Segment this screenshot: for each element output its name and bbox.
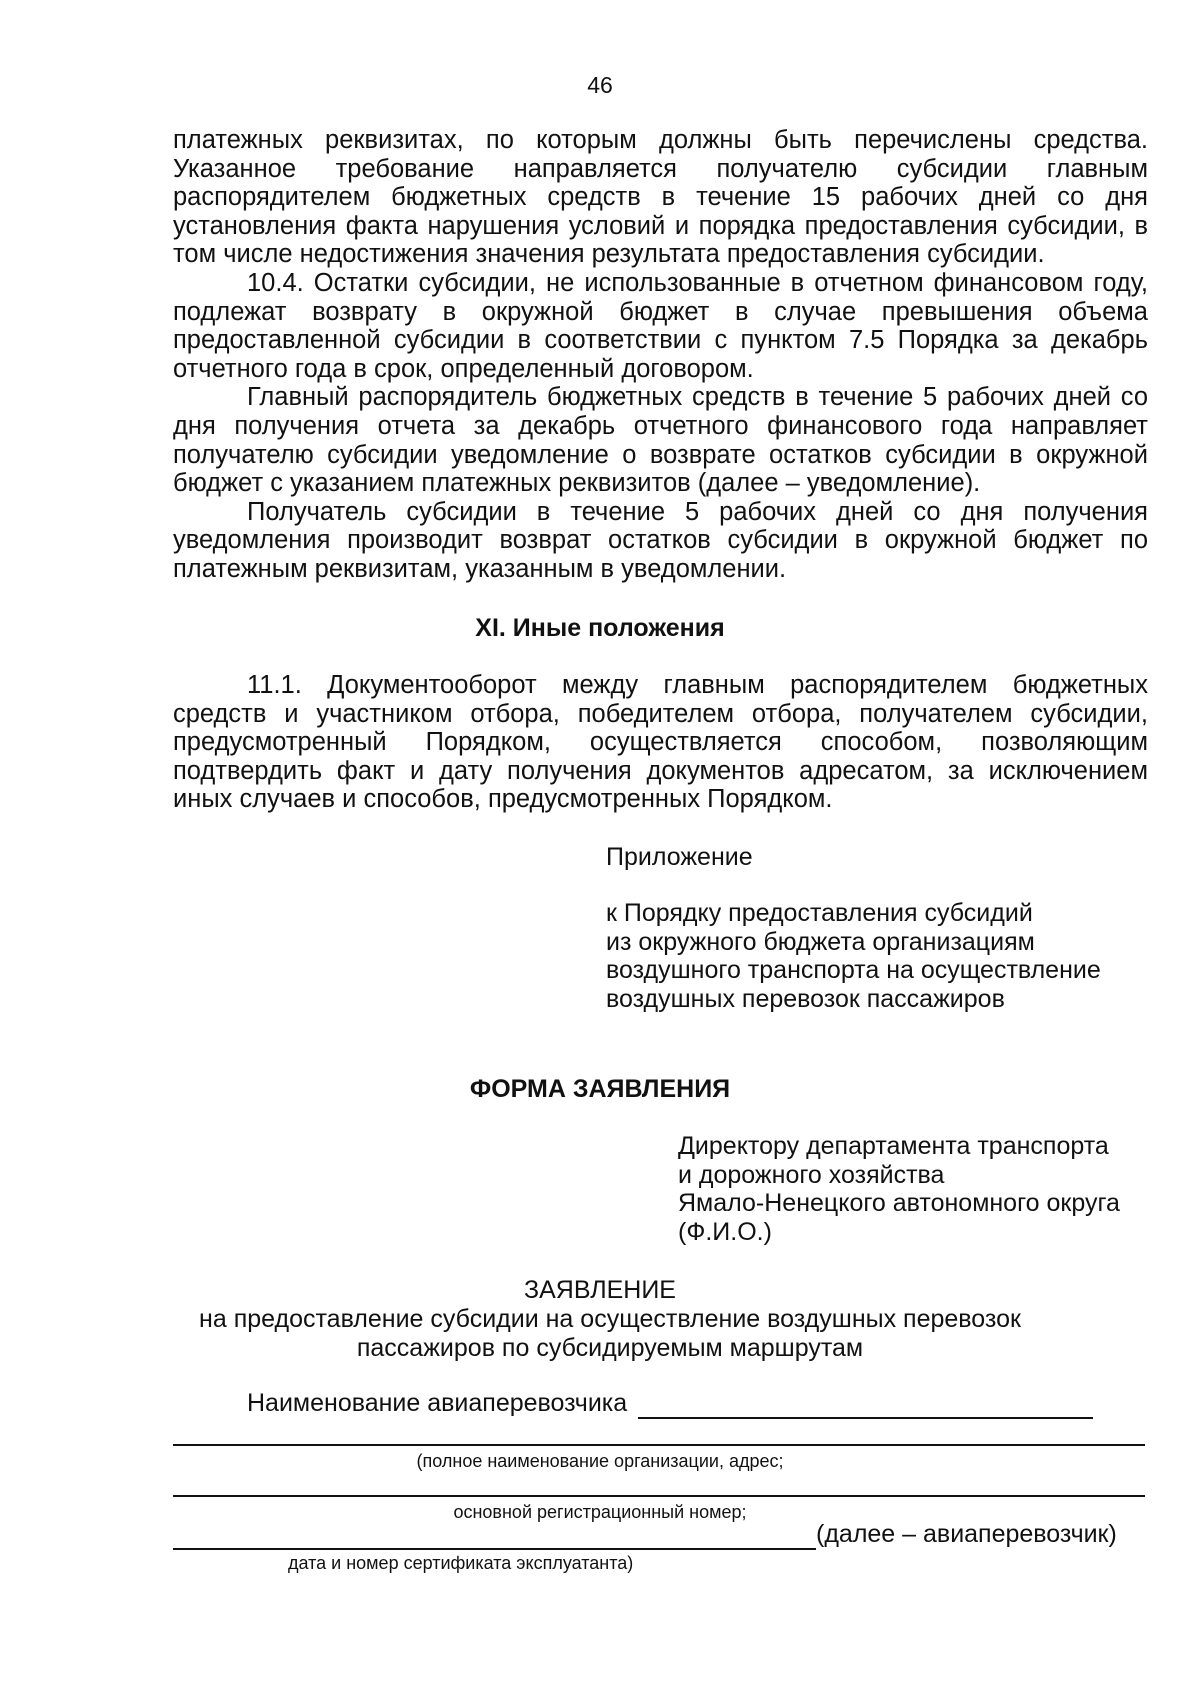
addressee-line: Директору департамента транспорта	[678, 1132, 1109, 1160]
section-text	[173, 671, 1148, 814]
appendix-line: к Порядку предоставления субсидий	[606, 899, 1033, 927]
hint-registration-number: основной регистрационный номер;	[453, 1502, 747, 1522]
carrier-suffix: (далее – авиаперевозчик)	[816, 1520, 1117, 1548]
paragraph-notification: Главный распорядитель бюджетных средств в течение 5 рабочих дней со дня получения отчета за декабрь отчетного финансового года направляет получателю субсидии уведомление о возврате остатков субсидии в окружной бюджет с указанием платежных реквизитов (далее – уведомление).	[173, 383, 1148, 498]
appendix-line: воздушного транспорта на осуществление	[606, 956, 1101, 984]
certificate-row	[173, 1520, 1153, 1550]
statement-title: ЗАЯВЛЕНИЕ	[523, 1276, 676, 1304]
carrier-name-input-line[interactable]	[638, 1389, 1093, 1419]
certificate-input-line[interactable]	[173, 1520, 816, 1550]
main-text	[173, 126, 1148, 584]
full-name-input-line[interactable]	[173, 1444, 1145, 1446]
addressee-line: Ямало-Ненецкого автономного округа	[678, 1189, 1120, 1217]
page-number: 46	[587, 72, 613, 98]
hint-certificate: дата и номер сертификата эксплуатанта)	[288, 1553, 634, 1573]
appendix-label: Приложение	[606, 843, 753, 871]
paragraph-requirement: платежных реквизитах, по которым должны быть перечислены средства. Указанное требование направляется получателю субсидии главным распорядителем бюджетных средств в течение 15 рабочих дней со дня установления факта нарушения условий и порядка предоставления субсидии, в том числе недостижения значения результата предоставления субсидии.	[173, 126, 1148, 269]
registration-number-input-line[interactable]	[173, 1495, 1145, 1497]
section-heading: XI. Иные положения	[475, 614, 725, 642]
paragraph-11-1: 11.1. Документооборот между главным распорядителем бюджетных средств и участником отбора, победителем отбора, получателем субсидии, предусмотренный Порядком, осуществляется способом, позволяющим подтвердить факт и дату получения документов адресатом, за исключением иных случаев и способов, предусмотренных Порядком.	[173, 671, 1148, 814]
appendix-reference	[606, 899, 1166, 1013]
form-title: ФОРМА ЗАЯВЛЕНИЯ	[469, 1075, 731, 1103]
addressee-line: (Ф.И.О.)	[678, 1217, 772, 1246]
hint-full-name: (полное наименование организации, адрес;	[416, 1451, 784, 1471]
paragraph-10-4: 10.4. Остатки субсидии, не использованные в отчетном финансовом году, подлежат возврату в окружной бюджет в случае превышения объема предоставленной субсидии в соответствии с пунктом 7.5 Порядка за декабрь отчетного года в срок, определенный договором.	[173, 268, 1148, 383]
addressee-line: и дорожного хозяйства	[678, 1160, 945, 1189]
carrier-name-label: Наименование авиаперевозчика	[247, 1389, 628, 1417]
paragraph-refund: Получатель субсидии в течение 5 рабочих дней со дня получения уведомления производит возврат остатков субсидии в окружной бюджет по платежным реквизитам, указанным в уведомлении.	[173, 497, 1148, 583]
carrier-name-row	[247, 1389, 1093, 1419]
appendix-line: воздушных перевозок пассажиров	[606, 984, 1005, 1013]
addressee-block	[678, 1132, 1178, 1246]
appendix-line: из окружного бюджета организациям	[606, 927, 1035, 956]
statement-subtitle: на предоставление субсидии на осуществление воздушных перевозок пассажиров по субсидируемым маршрутам	[199, 1305, 1021, 1362]
